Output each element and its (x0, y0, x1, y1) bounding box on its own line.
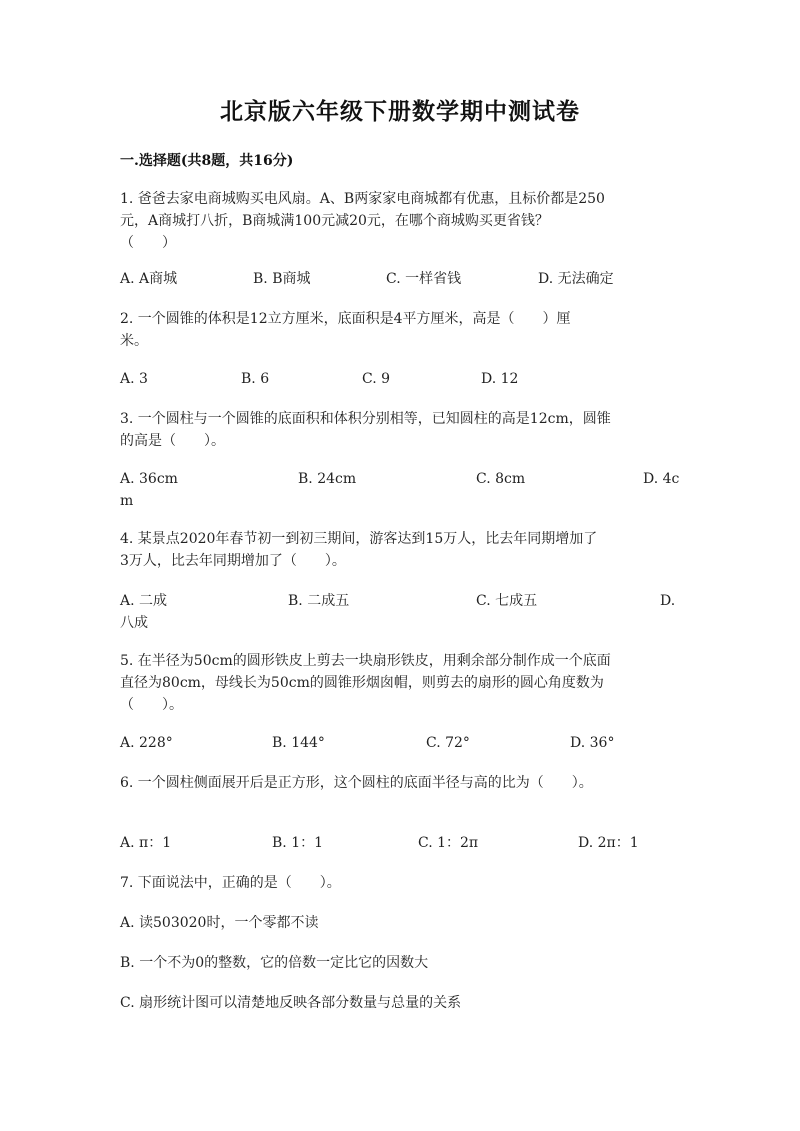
question-1-line-1: 1. 爸爸去家电商城购买电风扇。A、B两家家电商城都有优惠，且标价都是250 (120, 191, 605, 207)
question-5-line-1: 5. 在半径为50cm的圆形铁皮上剪去一块扇形铁皮，用剩余部分制作成一个底面 (120, 653, 611, 669)
question-3-line-1: 3. 一个圆柱与一个圆锥的底面积和体积分别相等，已知圆柱的高是12cm，圆锥 (120, 411, 611, 427)
question-6-option-c[interactable]: C. 1：2π (418, 835, 479, 851)
question-3-option-c[interactable]: C. 8cm (476, 471, 526, 487)
question-5-line-3: （ ）。 (120, 697, 183, 713)
question-2-line-1: 2. 一个圆锥的体积是12立方厘米，底面积是4平方厘米，高是（ ）厘 (120, 311, 571, 327)
question-1-line-2: 元，A商城打八折，B商城满100元减20元，在哪个商城购买更省钱？ (120, 213, 549, 229)
question-4-option-d-wrap: 八成 (120, 615, 148, 631)
question-4 (120, 528, 680, 572)
question-3-line-2: 的高是（ ）。 (120, 433, 225, 449)
question-2-option-a[interactable]: A. 3 (120, 371, 148, 387)
question-3-option-d-wrap: m (120, 493, 134, 509)
question-2-option-c[interactable]: C. 9 (362, 371, 391, 387)
question-1 (120, 188, 680, 254)
section-heading: 一.选择题(共8题，共16分) (120, 153, 294, 169)
question-2-line-2: 米。 (120, 333, 148, 349)
question-7-option-b[interactable]: B. 一个不为0的整数，它的倍数一定比它的因数大 (120, 955, 429, 971)
question-7-option-a[interactable]: A. 读503020时，一个零都不读 (120, 915, 319, 931)
question-7-option-c[interactable]: C. 扇形统计图可以清楚地反映各部分数量与总量的关系 (120, 995, 462, 1011)
question-3-option-a[interactable]: A. 36cm (120, 471, 178, 487)
question-5-option-c[interactable]: C. 72° (426, 735, 470, 751)
page-title: 北京版六年级下册数学期中测试卷 (220, 98, 580, 125)
question-2-option-d[interactable]: D. 12 (481, 371, 519, 387)
question-5-line-2: 直径为80cm，母线长为50cm的圆锥形烟囱帽，则剪去的扇形的圆心角度数为 (120, 675, 604, 691)
question-6-line-1: 6. 一个圆柱侧面展开后是正方形，这个圆柱的底面半径与高的比为（ ）。 (120, 775, 593, 791)
question-4-line-1: 4. 某景点2020年春节初一到初三期间，游客达到15万人，比去年同期增加了 (120, 531, 598, 547)
question-2 (120, 308, 680, 352)
question-6-option-d[interactable]: D. 2π：1 (578, 835, 639, 851)
question-1-option-d[interactable]: D. 无法确定 (538, 271, 614, 287)
question-6 (120, 772, 680, 794)
question-4-option-a[interactable]: A. 二成 (120, 593, 168, 609)
question-4-option-d[interactable]: D. (660, 593, 676, 609)
question-1-line-3: （ ） (120, 235, 176, 251)
question-5 (120, 650, 680, 716)
question-3-option-b[interactable]: B. 24cm (298, 471, 357, 487)
question-5-option-b[interactable]: B. 144° (272, 735, 325, 751)
question-7-line-1: 7. 下面说法中，正确的是（ ）。 (120, 875, 341, 891)
question-4-line-2: 3万人，比去年同期增加了（ ）。 (120, 553, 346, 569)
question-3-option-d[interactable]: D. 4c (643, 471, 680, 487)
question-5-option-a[interactable]: A. 228° (120, 735, 173, 751)
question-1-option-c[interactable]: C. 一样省钱 (386, 271, 462, 287)
question-5-option-d[interactable]: D. 36° (570, 735, 615, 751)
question-6-option-a[interactable]: A. π：1 (120, 835, 172, 851)
question-1-option-a[interactable]: A. A商城 (120, 271, 178, 287)
question-3 (120, 408, 680, 452)
question-4-option-c[interactable]: C. 七成五 (476, 593, 538, 609)
question-7 (120, 872, 680, 894)
question-4-option-b[interactable]: B. 二成五 (288, 593, 350, 609)
question-2-option-b[interactable]: B. 6 (241, 371, 270, 387)
question-1-option-b[interactable]: B. B商城 (253, 271, 311, 287)
question-6-option-b[interactable]: B. 1：1 (272, 835, 324, 851)
